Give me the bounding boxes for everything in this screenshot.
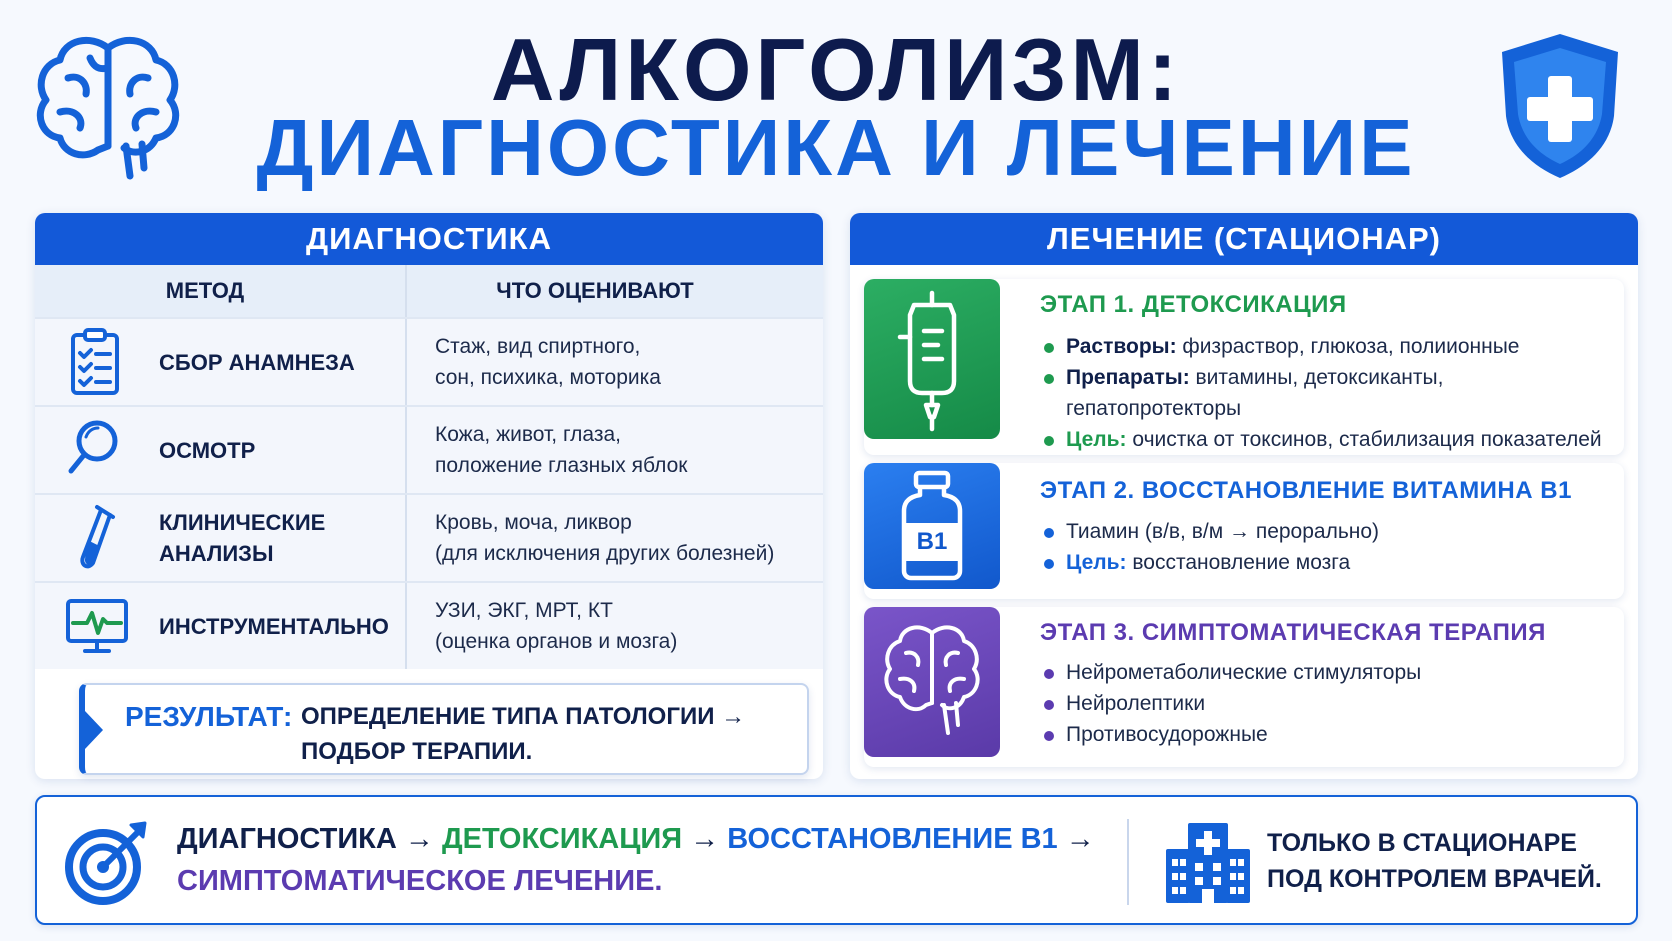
list-item: Препараты: витамины, детоксиканты, гепатопротекторы bbox=[1040, 362, 1602, 424]
evaluates-cell: УЗИ, ЭКГ, МРТ, КТ (оценка органов и мозга) bbox=[435, 599, 678, 653]
arrow-right-icon: → bbox=[1065, 823, 1095, 855]
flow-step-symptomatic: СИМПТОМАТИЧЕСКОЕ ЛЕЧЕНИЕ. bbox=[177, 865, 663, 897]
method-label: ОСМОТР bbox=[159, 437, 256, 463]
divider bbox=[1127, 819, 1129, 905]
stage-items bbox=[1040, 657, 1421, 750]
method-label: СБОР АНАМНЕЗА bbox=[159, 349, 355, 375]
summary-flow-line1 bbox=[177, 823, 1095, 856]
treatment-panel bbox=[850, 213, 1638, 779]
stage-items bbox=[1040, 516, 1379, 578]
column-header-method: МЕТОД bbox=[35, 265, 407, 317]
table-row bbox=[35, 493, 823, 581]
list-item: Цель: очистка от токсинов, стабилизация показателей bbox=[1040, 424, 1602, 455]
list-item: Цель: восстановление мозга bbox=[1040, 547, 1379, 578]
method-label: ИНСТРУМЕНТАЛЬНО bbox=[159, 613, 389, 639]
treatment-panel-title: ЛЕЧЕНИЕ (СТАЦИОНАР) bbox=[850, 213, 1638, 265]
page-title-line2: ДИАГНОСТИКА И ЛЕЧЕНИЕ bbox=[256, 103, 1416, 192]
list-item: Тиамин (в/в, в/м → перорально) bbox=[1040, 516, 1379, 547]
hospital-icon bbox=[1162, 819, 1254, 905]
diagnostics-panel bbox=[35, 213, 823, 779]
stage-title: ЭТАП 3. СИМПТОМАТИЧЕСКАЯ ТЕРАПИЯ bbox=[1040, 619, 1546, 646]
stage-title: ЭТАП 1. ДЕТОКСИКАЦИЯ bbox=[1040, 291, 1347, 318]
flow-step-b1: ВОССТАНОВЛЕНИЕ В1 bbox=[727, 823, 1058, 855]
brain-icon bbox=[864, 607, 1000, 757]
result-box bbox=[79, 683, 809, 775]
evaluates-cell: Кровь, моча, ликвор (для исключения других болезней) bbox=[435, 511, 775, 565]
table-row bbox=[35, 405, 823, 493]
target-icon bbox=[63, 817, 155, 907]
flow-step-detox: ДЕТОКСИКАЦИЯ bbox=[441, 823, 683, 855]
arrow-right-icon: → bbox=[690, 823, 720, 855]
result-text: ОПРЕДЕЛЕНИЕ ТИПА ПАТОЛОГИИ → ПОДБОР ТЕРАПИИ. bbox=[301, 703, 746, 765]
diagnostics-panel-title: ДИАГНОСТИКА bbox=[35, 213, 823, 265]
table-header bbox=[35, 265, 823, 317]
stage-items bbox=[1040, 331, 1602, 455]
summary-bar bbox=[35, 795, 1638, 925]
treatment-stage-2 bbox=[864, 463, 1624, 599]
treatment-stage-1 bbox=[864, 279, 1624, 455]
test-tube-icon bbox=[65, 503, 145, 573]
medical-shield-icon bbox=[1492, 28, 1628, 183]
clipboard-checklist-icon bbox=[65, 327, 145, 397]
arrow-right-icon: → bbox=[404, 823, 434, 855]
list-item: Нейрометаболические стимуляторы bbox=[1040, 657, 1421, 688]
evaluates-cell: Кожа, живот, глаза, положение глазных яблок bbox=[435, 423, 688, 477]
treatment-stage-3 bbox=[864, 607, 1624, 767]
list-item: Растворы: физраствор, глюкоза, полиионные bbox=[1040, 331, 1602, 362]
header bbox=[0, 0, 1672, 200]
flow-step-diagnostics: ДИАГНОСТИКА bbox=[177, 823, 397, 855]
chevron-right-icon bbox=[81, 707, 107, 753]
magnifier-icon bbox=[65, 415, 145, 485]
list-item: Нейролептики bbox=[1040, 688, 1421, 719]
page-title-line1: АЛКОГОЛИЗМ: bbox=[490, 20, 1182, 119]
inpatient-note: ТОЛЬКО В СТАЦИОНАРЕ ПОД КОНТРОЛЕМ ВРАЧЕЙ. bbox=[1267, 829, 1602, 893]
evaluates-cell: Стаж, вид спиртного, сон, психика, моторика bbox=[435, 335, 661, 389]
result-label: РЕЗУЛЬТАТ: bbox=[125, 701, 293, 732]
stage-title: ЭТАП 2. ВОССТАНОВЛЕНИЕ ВИТАМИНА В1 bbox=[1040, 477, 1572, 504]
diagnostics-table bbox=[35, 265, 823, 669]
iv-drip-icon bbox=[864, 279, 1000, 439]
vitamin-label: B1 bbox=[916, 528, 948, 555]
list-item: Противосудорожные bbox=[1040, 719, 1421, 750]
table-row bbox=[35, 317, 823, 405]
column-header-evaluates: ЧТО ОЦЕНИВАЮТ bbox=[496, 278, 694, 303]
vitamin-bottle-icon bbox=[864, 463, 1000, 589]
table-row bbox=[35, 581, 823, 669]
ecg-monitor-icon bbox=[65, 591, 145, 661]
method-label: КЛИНИЧЕСКИЕ АНАЛИЗЫ bbox=[159, 510, 326, 566]
